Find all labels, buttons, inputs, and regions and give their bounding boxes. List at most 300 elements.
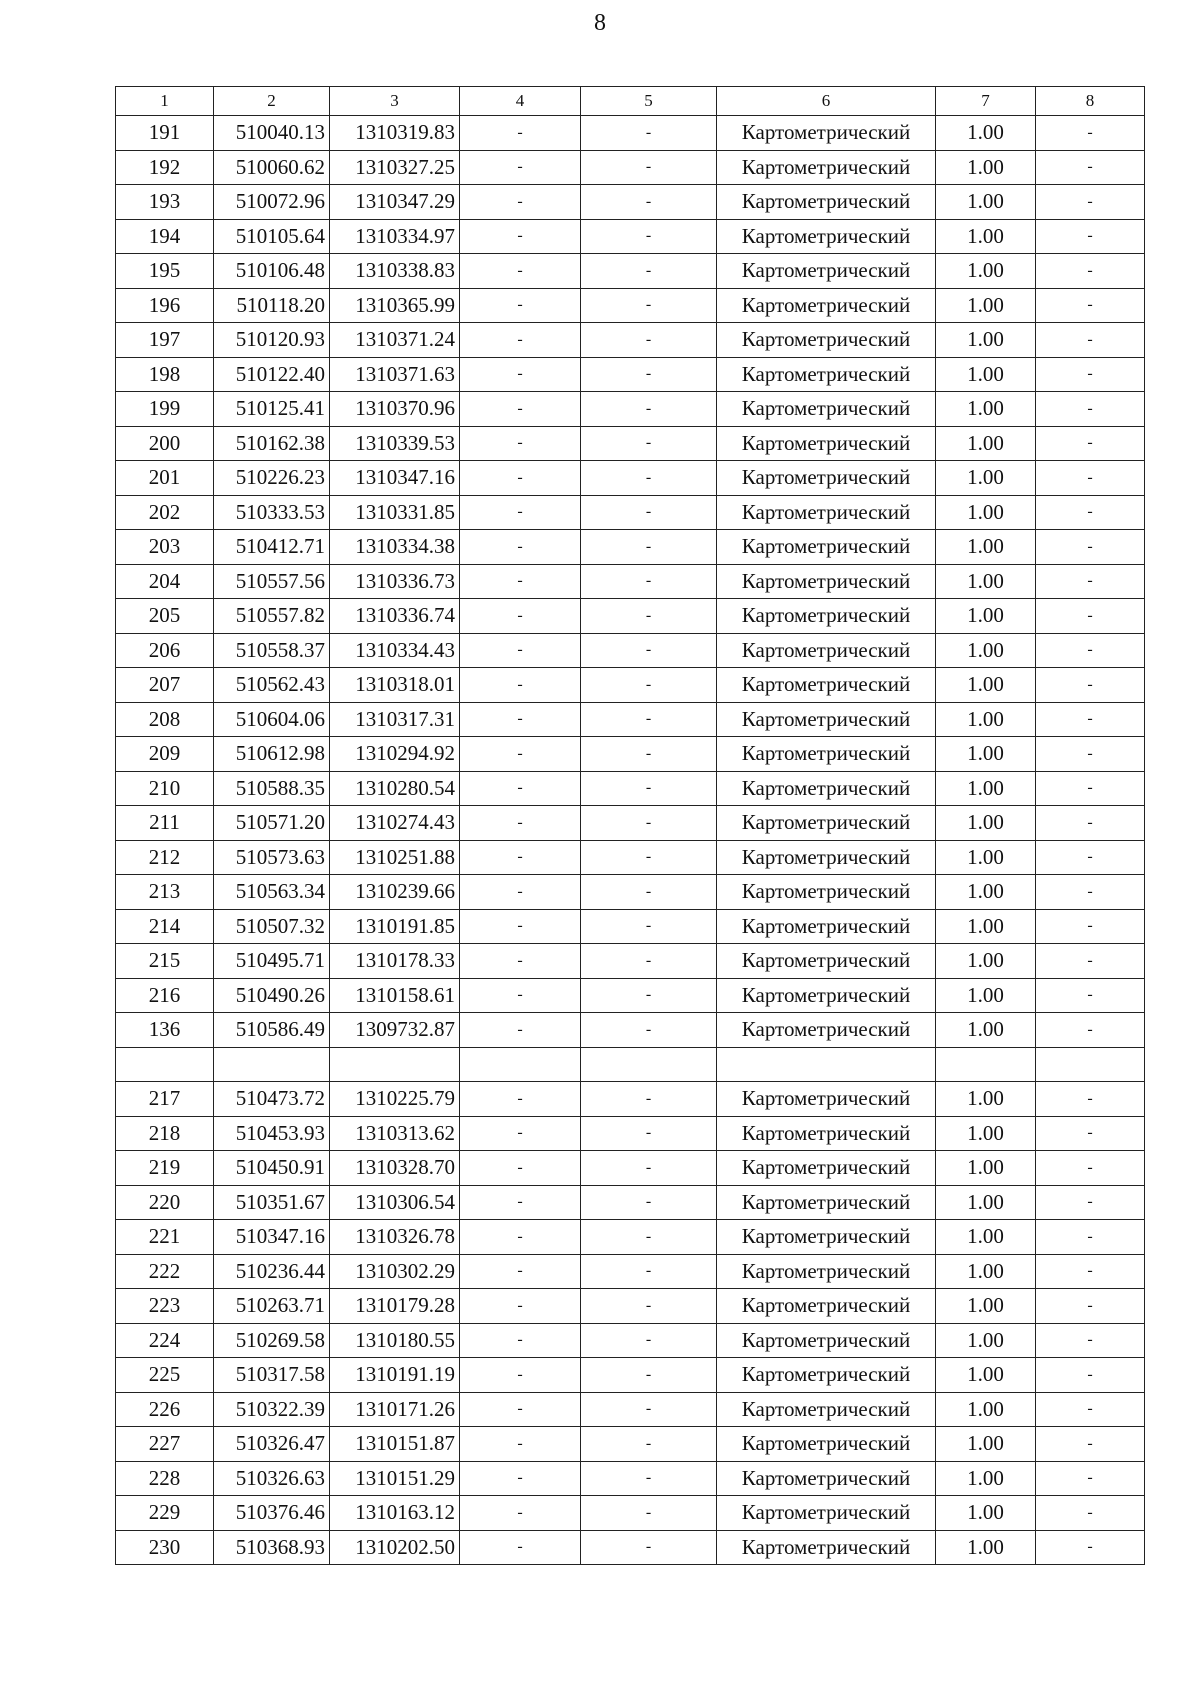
- table-cell: -: [460, 1392, 581, 1427]
- table-cell: 1.00: [936, 357, 1036, 392]
- table-row: [116, 1530, 1145, 1565]
- table-cell: 1310191.85: [330, 909, 460, 944]
- table-cell: [581, 1047, 717, 1082]
- table-cell: 200: [116, 426, 214, 461]
- table-cell: -: [460, 840, 581, 875]
- table-cell: Картометрический: [717, 1323, 936, 1358]
- table-cell: -: [581, 1013, 717, 1048]
- table-cell: -: [581, 323, 717, 358]
- table-cell: -: [460, 1323, 581, 1358]
- table-cell: Картометрический: [717, 1116, 936, 1151]
- table-cell: Картометрический: [717, 288, 936, 323]
- table-cell: [717, 1047, 936, 1082]
- column-header: 4: [460, 87, 581, 116]
- table-row: [116, 633, 1145, 668]
- table-cell: 136: [116, 1013, 214, 1048]
- table-row: [116, 185, 1145, 220]
- table-row: [116, 1392, 1145, 1427]
- table-cell: -: [581, 909, 717, 944]
- table-cell: Картометрический: [717, 806, 936, 841]
- table-cell: 510040.13: [214, 116, 330, 151]
- table-cell: 510351.67: [214, 1185, 330, 1220]
- table-cell: -: [581, 1220, 717, 1255]
- table-row: [116, 426, 1145, 461]
- table-cell: -: [1036, 323, 1145, 358]
- table-cell: 1.00: [936, 426, 1036, 461]
- table-cell: 1.00: [936, 564, 1036, 599]
- table-cell: 213: [116, 875, 214, 910]
- table-cell: Картометрический: [717, 1185, 936, 1220]
- table-cell: -: [460, 357, 581, 392]
- table-cell: -: [1036, 944, 1145, 979]
- table-row: [116, 909, 1145, 944]
- table-cell: -: [460, 599, 581, 634]
- table-cell: 1310370.96: [330, 392, 460, 427]
- table-cell: 1.00: [936, 1427, 1036, 1462]
- table-cell: -: [1036, 564, 1145, 599]
- table-cell: [214, 1047, 330, 1082]
- table-cell: 1310191.19: [330, 1358, 460, 1393]
- table-cell: 510226.23: [214, 461, 330, 496]
- table-cell: 1310334.97: [330, 219, 460, 254]
- table-cell: -: [460, 771, 581, 806]
- table-row: [116, 1496, 1145, 1531]
- table-cell: Картометрический: [717, 599, 936, 634]
- table-cell: -: [1036, 909, 1145, 944]
- table-cell: 510490.26: [214, 978, 330, 1013]
- table-cell: -: [581, 771, 717, 806]
- table-cell: -: [1036, 1289, 1145, 1324]
- table-cell: Картометрический: [717, 1220, 936, 1255]
- table-cell: 1310347.16: [330, 461, 460, 496]
- table-cell: -: [581, 564, 717, 599]
- table-cell: Картометрический: [717, 1461, 936, 1496]
- table-cell: 510269.58: [214, 1323, 330, 1358]
- table-row: [116, 599, 1145, 634]
- table-cell: -: [1036, 461, 1145, 496]
- table-cell: 1310371.63: [330, 357, 460, 392]
- table-cell: 510376.46: [214, 1496, 330, 1531]
- table-cell: 510571.20: [214, 806, 330, 841]
- table-cell: 198: [116, 357, 214, 392]
- table-cell: -: [581, 254, 717, 289]
- table-cell: 510368.93: [214, 1530, 330, 1565]
- table-cell: -: [460, 1116, 581, 1151]
- table-cell: -: [460, 702, 581, 737]
- table-cell: Картометрический: [717, 1427, 936, 1462]
- table-cell: 208: [116, 702, 214, 737]
- table-cell: Картометрический: [717, 875, 936, 910]
- table-cell: 1.00: [936, 495, 1036, 530]
- table-cell: 1.00: [936, 1082, 1036, 1117]
- table-cell: -: [1036, 1427, 1145, 1462]
- table-cell: 216: [116, 978, 214, 1013]
- table-row: [116, 806, 1145, 841]
- table-cell: 1.00: [936, 1220, 1036, 1255]
- table-cell: Картометрический: [717, 909, 936, 944]
- table-cell: 1.00: [936, 1151, 1036, 1186]
- table-cell: -: [1036, 254, 1145, 289]
- table-cell: 193: [116, 185, 214, 220]
- table-cell: 1.00: [936, 1013, 1036, 1048]
- table-cell: -: [460, 150, 581, 185]
- table-cell: -: [581, 1082, 717, 1117]
- table-cell: -: [460, 530, 581, 565]
- table-cell: -: [1036, 702, 1145, 737]
- table-cell: 1.00: [936, 1323, 1036, 1358]
- table-cell: -: [1036, 978, 1145, 1013]
- table-cell: 227: [116, 1427, 214, 1462]
- table-cell: 1.00: [936, 944, 1036, 979]
- table-cell: 209: [116, 737, 214, 772]
- table-cell: -: [581, 978, 717, 1013]
- table-cell: -: [460, 288, 581, 323]
- table-cell: 196: [116, 288, 214, 323]
- table-cell: 1.00: [936, 1496, 1036, 1531]
- table-cell: 510586.49: [214, 1013, 330, 1048]
- table-cell: 1.00: [936, 806, 1036, 841]
- column-header: 5: [581, 87, 717, 116]
- table-cell: Картометрический: [717, 1496, 936, 1531]
- table-cell: 1.00: [936, 530, 1036, 565]
- table-cell: 206: [116, 633, 214, 668]
- table-cell: 204: [116, 564, 214, 599]
- table-cell: -: [581, 116, 717, 151]
- table-cell: -: [1036, 737, 1145, 772]
- table-cell: 222: [116, 1254, 214, 1289]
- table-cell: -: [1036, 1151, 1145, 1186]
- table-cell: [116, 1047, 214, 1082]
- table-cell: 510106.48: [214, 254, 330, 289]
- table-cell: Картометрический: [717, 392, 936, 427]
- table-cell: 1.00: [936, 840, 1036, 875]
- table-cell: -: [581, 1530, 717, 1565]
- table-cell: 1310180.55: [330, 1323, 460, 1358]
- table-cell: 1.00: [936, 219, 1036, 254]
- table-cell: -: [1036, 1461, 1145, 1496]
- table-cell: 1.00: [936, 1185, 1036, 1220]
- table-row: [116, 737, 1145, 772]
- table-row: [116, 323, 1145, 358]
- table-cell: -: [581, 357, 717, 392]
- table-cell: 510563.34: [214, 875, 330, 910]
- table-cell: -: [460, 1151, 581, 1186]
- table-cell: 510105.64: [214, 219, 330, 254]
- table-cell: -: [1036, 495, 1145, 530]
- table-cell: 510473.72: [214, 1082, 330, 1117]
- table-cell: 1.00: [936, 909, 1036, 944]
- table-header-row: [116, 87, 1145, 116]
- table-cell: 1.00: [936, 599, 1036, 634]
- column-header: 1: [116, 87, 214, 116]
- table-cell: -: [581, 1461, 717, 1496]
- table-cell: Картометрический: [717, 1013, 936, 1048]
- table-cell: 510612.98: [214, 737, 330, 772]
- table-cell: -: [1036, 1392, 1145, 1427]
- table-row: [116, 1461, 1145, 1496]
- table-cell: [330, 1047, 460, 1082]
- table-cell: -: [581, 668, 717, 703]
- table-cell: 1310327.25: [330, 150, 460, 185]
- table-cell: -: [581, 1185, 717, 1220]
- table-row: [116, 392, 1145, 427]
- table-cell: 220: [116, 1185, 214, 1220]
- table-row: [116, 495, 1145, 530]
- table-row: [116, 1047, 1145, 1082]
- table-cell: -: [460, 1530, 581, 1565]
- table-cell: 1310371.24: [330, 323, 460, 358]
- table-cell: 1310319.83: [330, 116, 460, 151]
- table-cell: Картометрический: [717, 1082, 936, 1117]
- table-cell: 1.00: [936, 1254, 1036, 1289]
- table-cell: -: [460, 461, 581, 496]
- table-cell: 1310336.73: [330, 564, 460, 599]
- table-cell: 1.00: [936, 323, 1036, 358]
- table-cell: 510122.40: [214, 357, 330, 392]
- table-cell: -: [460, 668, 581, 703]
- table-cell: -: [460, 875, 581, 910]
- table-cell: 510557.56: [214, 564, 330, 599]
- table-cell: 510125.41: [214, 392, 330, 427]
- table-cell: Картометрический: [717, 944, 936, 979]
- table-cell: -: [1036, 1358, 1145, 1393]
- table-cell: -: [1036, 1254, 1145, 1289]
- table-cell: 229: [116, 1496, 214, 1531]
- table-cell: 510162.38: [214, 426, 330, 461]
- table-row: [116, 1185, 1145, 1220]
- table-cell: 510322.39: [214, 1392, 330, 1427]
- table-cell: 1.00: [936, 668, 1036, 703]
- table-cell: 195: [116, 254, 214, 289]
- table-cell: 201: [116, 461, 214, 496]
- table-cell: -: [460, 978, 581, 1013]
- table-cell: 510060.62: [214, 150, 330, 185]
- table-cell: 215: [116, 944, 214, 979]
- table-cell: -: [1036, 1323, 1145, 1358]
- table-cell: -: [1036, 530, 1145, 565]
- table-cell: 1.00: [936, 875, 1036, 910]
- table-cell: -: [581, 1323, 717, 1358]
- table-cell: -: [1036, 357, 1145, 392]
- table-cell: 1310334.43: [330, 633, 460, 668]
- table-cell: 510557.82: [214, 599, 330, 634]
- table-cell: -: [460, 219, 581, 254]
- table-cell: -: [460, 633, 581, 668]
- table-cell: 1310334.38: [330, 530, 460, 565]
- table-cell: -: [1036, 1220, 1145, 1255]
- table-cell: 510236.44: [214, 1254, 330, 1289]
- table-row: [116, 150, 1145, 185]
- table-cell: -: [460, 1254, 581, 1289]
- table-cell: [936, 1047, 1036, 1082]
- table-cell: Картометрический: [717, 461, 936, 496]
- table-cell: Картометрический: [717, 495, 936, 530]
- table-cell: 1310302.29: [330, 1254, 460, 1289]
- table-row: [116, 702, 1145, 737]
- table-cell: -: [581, 185, 717, 220]
- table-cell: -: [581, 219, 717, 254]
- page-number: 8: [594, 10, 606, 36]
- table-cell: 510507.32: [214, 909, 330, 944]
- table-cell: 1310163.12: [330, 1496, 460, 1531]
- table-row: [116, 288, 1145, 323]
- table-row: [116, 978, 1145, 1013]
- table-cell: 203: [116, 530, 214, 565]
- table-row: [116, 1289, 1145, 1324]
- table-cell: -: [581, 1427, 717, 1462]
- table-cell: 226: [116, 1392, 214, 1427]
- table-cell: -: [581, 875, 717, 910]
- table-cell: Картометрический: [717, 1392, 936, 1427]
- table-cell: 1310313.62: [330, 1116, 460, 1151]
- table-row: [116, 1358, 1145, 1393]
- table-cell: 1310280.54: [330, 771, 460, 806]
- table-cell: 210: [116, 771, 214, 806]
- table-cell: -: [1036, 1496, 1145, 1531]
- table-cell: 1310336.74: [330, 599, 460, 634]
- table-cell: 1310294.92: [330, 737, 460, 772]
- table-cell: 211: [116, 806, 214, 841]
- table-cell: -: [1036, 633, 1145, 668]
- table-cell: Картометрический: [717, 633, 936, 668]
- table-cell: -: [460, 737, 581, 772]
- table-row: [116, 461, 1145, 496]
- table-cell: Картометрический: [717, 150, 936, 185]
- table-cell: 510317.58: [214, 1358, 330, 1393]
- table-cell: 1.00: [936, 116, 1036, 151]
- table-cell: -: [1036, 116, 1145, 151]
- column-header: 3: [330, 87, 460, 116]
- table-cell: -: [1036, 392, 1145, 427]
- table-cell: 1.00: [936, 978, 1036, 1013]
- table-cell: Картометрический: [717, 1289, 936, 1324]
- table-cell: 230: [116, 1530, 214, 1565]
- table-cell: Картометрический: [717, 978, 936, 1013]
- table-cell: 510118.20: [214, 288, 330, 323]
- table-cell: -: [1036, 840, 1145, 875]
- table-cell: -: [581, 633, 717, 668]
- table-cell: Картометрический: [717, 185, 936, 220]
- table-cell: 1310328.70: [330, 1151, 460, 1186]
- table-row: [116, 530, 1145, 565]
- table-cell: -: [460, 1427, 581, 1462]
- table-cell: 194: [116, 219, 214, 254]
- table-cell: -: [1036, 426, 1145, 461]
- table-cell: 219: [116, 1151, 214, 1186]
- table-cell: 510412.71: [214, 530, 330, 565]
- table-row: [116, 771, 1145, 806]
- table-cell: -: [581, 150, 717, 185]
- table-cell: -: [460, 1289, 581, 1324]
- table-cell: 1310179.28: [330, 1289, 460, 1324]
- table-cell: -: [581, 599, 717, 634]
- table-cell: 1310178.33: [330, 944, 460, 979]
- table-cell: -: [581, 840, 717, 875]
- table-cell: 197: [116, 323, 214, 358]
- table-row: [116, 254, 1145, 289]
- table-cell: Картометрический: [717, 702, 936, 737]
- table-cell: 510120.93: [214, 323, 330, 358]
- table-cell: 207: [116, 668, 214, 703]
- table-cell: -: [581, 530, 717, 565]
- table-cell: Картометрический: [717, 530, 936, 565]
- table-cell: -: [581, 737, 717, 772]
- table-cell: 1.00: [936, 1461, 1036, 1496]
- table-cell: 199: [116, 392, 214, 427]
- table-cell: 1310151.87: [330, 1427, 460, 1462]
- table-cell: -: [1036, 1530, 1145, 1565]
- table-cell: 510333.53: [214, 495, 330, 530]
- table-cell: -: [1036, 1082, 1145, 1117]
- table-cell: Картометрический: [717, 1254, 936, 1289]
- table-cell: -: [460, 323, 581, 358]
- table-cell: -: [460, 1358, 581, 1393]
- table-cell: -: [460, 806, 581, 841]
- table-cell: 510453.93: [214, 1116, 330, 1151]
- table-cell: -: [1036, 150, 1145, 185]
- table-row: [116, 1427, 1145, 1462]
- table-cell: Картометрический: [717, 323, 936, 358]
- table-cell: -: [581, 806, 717, 841]
- table-cell: -: [1036, 771, 1145, 806]
- table-cell: -: [1036, 219, 1145, 254]
- table-cell: -: [460, 564, 581, 599]
- table-cell: -: [581, 702, 717, 737]
- table-cell: 221: [116, 1220, 214, 1255]
- table-row: [116, 840, 1145, 875]
- table-cell: 510573.63: [214, 840, 330, 875]
- table-cell: Картометрический: [717, 564, 936, 599]
- table-cell: [1036, 1047, 1145, 1082]
- table-cell: 212: [116, 840, 214, 875]
- column-header: 6: [717, 87, 936, 116]
- table-row: [116, 357, 1145, 392]
- table-cell: 1310171.26: [330, 1392, 460, 1427]
- table-cell: -: [581, 1496, 717, 1531]
- table-cell: 1310326.78: [330, 1220, 460, 1255]
- table-cell: -: [460, 1461, 581, 1496]
- table-cell: -: [1036, 1116, 1145, 1151]
- table-cell: 1309732.87: [330, 1013, 460, 1048]
- table-cell: 217: [116, 1082, 214, 1117]
- table-cell: 1.00: [936, 1358, 1036, 1393]
- table-cell: -: [581, 461, 717, 496]
- table-row: [116, 1151, 1145, 1186]
- table-cell: Картометрический: [717, 1530, 936, 1565]
- table-cell: 1310338.83: [330, 254, 460, 289]
- table-cell: 510326.47: [214, 1427, 330, 1462]
- table-cell: [460, 1047, 581, 1082]
- table-cell: 1.00: [936, 288, 1036, 323]
- table-cell: -: [460, 909, 581, 944]
- table-row: [116, 1254, 1145, 1289]
- table-row: [116, 116, 1145, 151]
- table-cell: 1310347.29: [330, 185, 460, 220]
- table-cell: Картометрический: [717, 426, 936, 461]
- table-cell: Картометрический: [717, 254, 936, 289]
- table-row: [116, 1082, 1145, 1117]
- table-cell: 228: [116, 1461, 214, 1496]
- table-cell: -: [581, 1254, 717, 1289]
- table-cell: 1.00: [936, 461, 1036, 496]
- table-cell: 191: [116, 116, 214, 151]
- table-cell: 1310158.61: [330, 978, 460, 1013]
- table-cell: -: [581, 1358, 717, 1393]
- table-cell: -: [1036, 1013, 1145, 1048]
- table-cell: 510562.43: [214, 668, 330, 703]
- table-cell: 510588.35: [214, 771, 330, 806]
- table-cell: 218: [116, 1116, 214, 1151]
